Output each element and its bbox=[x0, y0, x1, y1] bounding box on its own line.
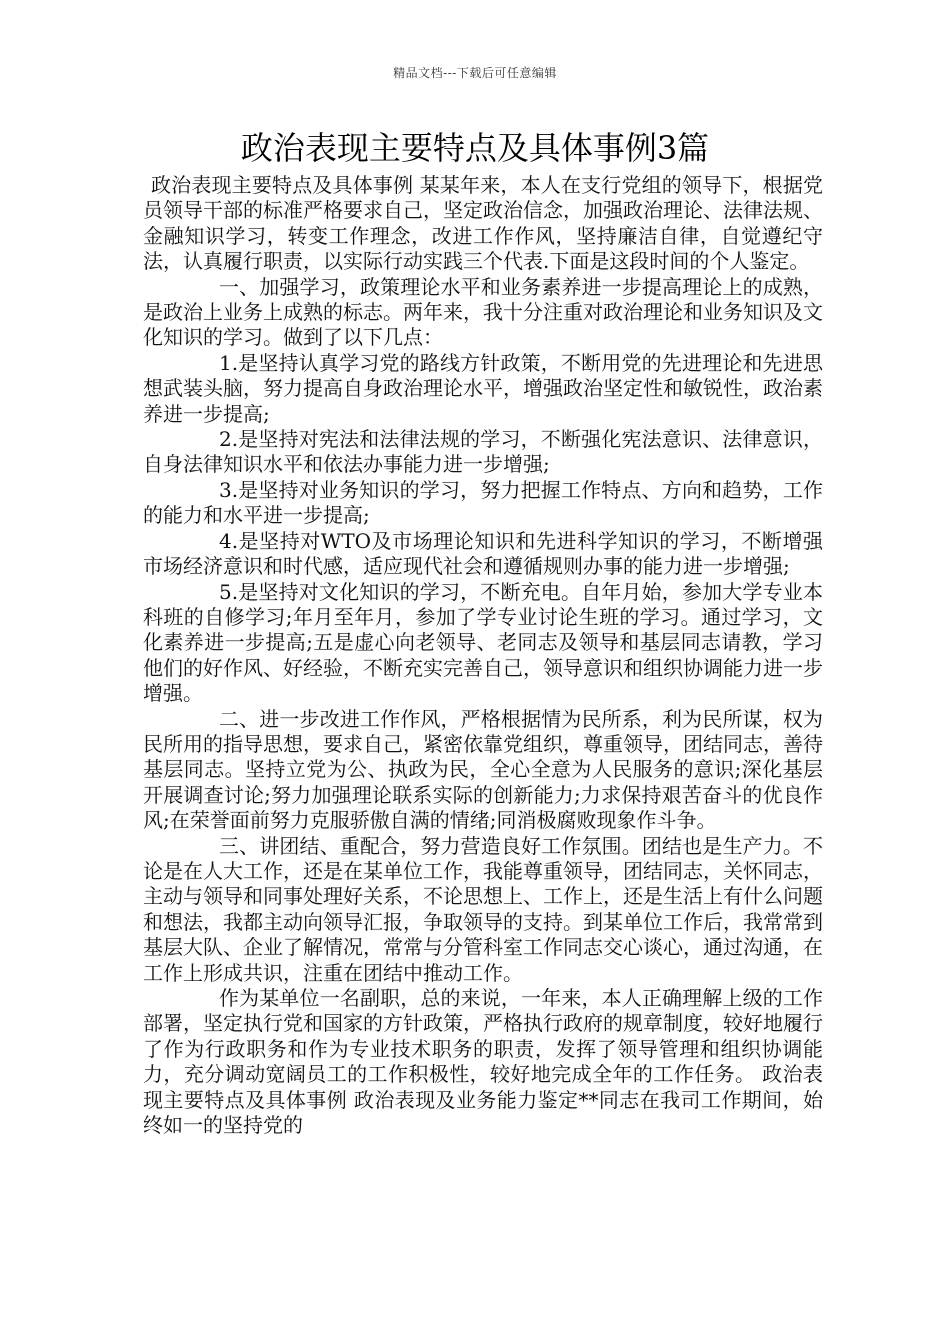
document-body bbox=[143, 173, 823, 1138]
paragraph-section-1: 一、加强学习，政策理论水平和业务素养进一步提高理论上的成熟，是政治上业务上成熟的标志。两年来，我十分注重对政治理论和业务知识及文化知识的学习。做到了以下几点： bbox=[143, 274, 823, 350]
page-header: 精品文档---下载后可任意编辑 bbox=[393, 66, 557, 80]
paragraph-item-3: 3.是坚持对业务知识的学习，努力把握工作特点、方向和趋势，工作的能力和水平进一步提高; bbox=[143, 477, 823, 528]
paragraph-intro: 政治表现主要特点及具体事例 某某年来，本人在支行党组的领导下，根据党员领导干部的标准严格要求自己，坚定政治信念，加强政治理论、法律法规、金融知识学习，转变工作理念，改进工作作风，坚持廉洁自律，自觉遵纪守法，认真履行职责，以实际行动实践三个代表.下面是这段时间的个人鉴定。 bbox=[143, 173, 823, 274]
paragraph-section-3: 三、讲团结、重配合，努力营造良好工作氛围。团结也是生产力。不论是在人大工作，还是在某单位工作，我能尊重领导，团结同志，关怀同志，主动与领导和同事处理好关系，不论思想上、工作上，还是生活上有什么问题和想法，我都主动向领导汇报，争取领导的支持。到某单位工作后，我常常到基层大队、企业了解情况，常常与分管科室工作同志交心谈心，通过沟通，在工作上形成共识，注重在团结中推动工作。 bbox=[143, 833, 823, 985]
paragraph-item-1: 1.是坚持认真学习党的路线方针政策，不断用党的先进理论和先进思想武装头脑，努力提高自身政治理论水平，增强政治坚定性和敏锐性，政治素养进一步提高; bbox=[143, 350, 823, 426]
paragraph-item-4: 4.是坚持对WTO及市场理论知识和先进科学知识的学习，不断增强市场经济意识和时代感，适应现代社会和遵循规则办事的能力进一步增强; bbox=[143, 528, 823, 579]
paragraph-summary: 作为某单位一名副职，总的来说，一年来，本人正确理解上级的工作部署，坚定执行党和国家的方针政策，严格执行政府的规章制度，较好地履行了作为行政职务和作为专业技术职务的职责，发挥了领导管理和组织协调能力，充分调动宽阔员工的工作积极性，较好地完成全年的工作任务。 政治表现主要特点及具体事例 政治表现及业务能力鉴定**同志在我司工作期间，始终如一的坚持党的 bbox=[143, 986, 823, 1138]
paragraph-item-5: 5.是坚持对文化知识的学习，不断充电。自年月始，参加大学专业本科班的自修学习;年月至年月，参加了学专业讨论生班的学习。通过学习，文化素养进一步提高;五是虚心向老领导、老同志及领导和基层同志请教，学习他们的好作风、好经验，不断充实完善自己，领导意识和组织协调能力进一步增强。 bbox=[143, 579, 823, 706]
paragraph-item-2: 2.是坚持对宪法和法律法规的学习，不断强化宪法意识、法律意识，自身法律知识水平和依法办事能力进一步增强; bbox=[143, 427, 823, 477]
paragraph-section-2: 二、进一步改进工作作风，严格根据情为民所系，利为民所谋，权为民所用的指导思想，要求自己，紧密依靠党组织，尊重领导，团结同志，善待基层同志。坚持立党为公、执政为民，全心全意为人民服务的意识;深化基层开展调查讨论;努力加强理论联系实际的创新能力;力求保持艰苦奋斗的优良作风;在荣誉面前努力克服骄傲自满的情绪;同消极腐败现象作斗争。 bbox=[143, 706, 823, 833]
document-title: 政治表现主要特点及具体事例3篇 bbox=[240, 129, 710, 167]
